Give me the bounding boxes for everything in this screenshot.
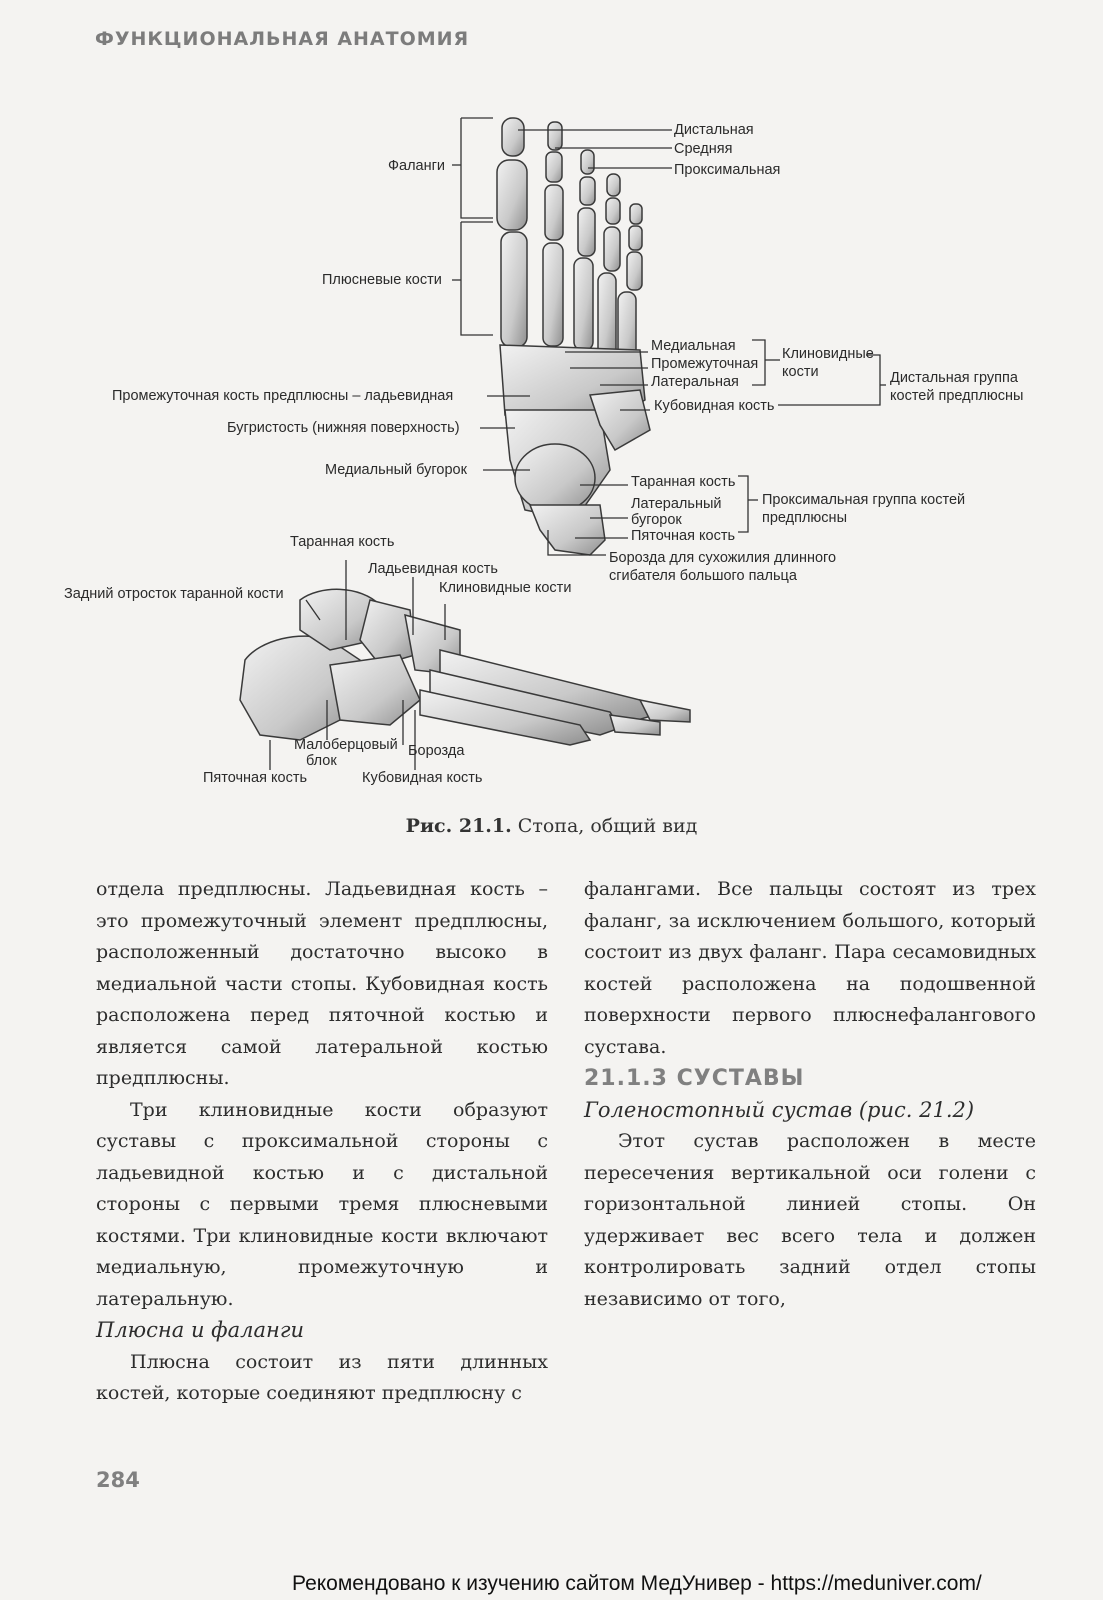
caption-text: Стопа, общий вид [517, 815, 698, 837]
left-paragraph-3: Плюсна состоит из пяти длинных костей, которые соединяют предплюсну с [96, 1350, 548, 1404]
left-paragraph-2: Три клиновидные кости образуют суставы с проксимальной стороны с ладьевидной костью и с дистальной стороны с первыми тремя плюсневыми костями. Три клиновидные кости включают медиальную, промежуточную и латеральную. [96, 1098, 548, 1310]
right-column [584, 874, 1036, 1315]
label-borozda-flexor-1: Борозда для сухожилия длинного [609, 550, 837, 566]
label-prox-group-1: Проксимальная группа костей [762, 492, 966, 508]
left-subheading: Плюсна и фаланги [96, 1318, 304, 1342]
label-promezhutochnaya: Промежуточная [651, 356, 759, 372]
left-column [96, 874, 548, 1410]
label-bugristost: Бугристость (нижняя поверхность) [227, 420, 460, 436]
label-ladevidnaya-side: Ладьевидная кость [368, 561, 498, 577]
label-kubovidnaya-side: Кубовидная кость [362, 770, 483, 786]
label-dist-group-1: Дистальная группа [890, 370, 1018, 386]
label-distalnaya: Дистальная [674, 122, 754, 138]
right-paragraph-2: Этот сустав расположен в месте пересечения вертикальной оси голени с горизонтальной линией стопы. Он удерживает вес всего тела и должен контролировать задний отдел стопы независимо от того, [584, 1130, 1036, 1310]
label-tarannaya-top: Таранная кость [631, 474, 736, 490]
label-medialnaya: Медиальная [651, 338, 736, 354]
caption-number: Рис. 21.1. [405, 815, 512, 837]
label-klinovidnye-1: Клиновидные [782, 346, 874, 362]
label-prox-group-2: предплюсны [762, 510, 847, 526]
label-pyatochnaya-top: Пяточная кость [631, 528, 736, 544]
label-klinovidnye-side: Клиновидные кости [439, 580, 572, 596]
label-borozda-flexor-2: сгибателя большого пальца [609, 568, 797, 584]
label-maloberc-2: блок [306, 753, 337, 769]
label-dist-group-2: костей предплюсны [890, 388, 1024, 404]
label-klinovidnye-2: кости [782, 364, 819, 380]
figure-caption [0, 815, 1103, 837]
label-zadny-otrostok: Задний отросток таранной кости [64, 586, 284, 602]
label-falangi: Фаланги [388, 158, 446, 174]
right-paragraph-1: фалангами. Все пальцы состоят из трех фаланг, за исключением большого, который состоит из двух фаланг. Пара сесамовидных костей расположена на подошвенной поверхности первого плюснефалангового сустава. [584, 878, 1036, 1058]
label-proksimalnaya: Проксимальная [674, 162, 781, 178]
section-heading: 21.1.3 СУСТАВЫ [584, 1066, 805, 1091]
label-maloberc-1: Малоберцовый [294, 737, 398, 753]
footer-link[interactable]: Рекомендовано к изучению сайтом МедУнивер - https://meduniver.com/ [292, 1572, 982, 1595]
label-lat-bugorok-2: бугорок [631, 512, 682, 528]
label-tarannaya-side: Таранная кость [290, 534, 395, 550]
running-title: ФУНКЦИОНАЛЬНАЯ АНАТОМИЯ [95, 28, 470, 50]
right-subheading: Голеностопный сустав (рис. 21.2) [584, 1097, 975, 1122]
label-borozda-side: Борозда [408, 743, 465, 759]
page-number: 284 [96, 1468, 140, 1492]
label-lateralnaya: Латеральная [651, 374, 739, 390]
label-medialny-bugorok: Медиальный бугорок [325, 462, 467, 478]
label-pyatochnaya-side: Пяточная кость [203, 770, 308, 786]
label-srednyaya: Средняя [674, 141, 733, 157]
label-plusnevye: Плюсневые кости [322, 272, 442, 288]
label-ladevidnaya-top: Промежуточная кость предплюсны – ладьевидная [112, 388, 454, 404]
label-kubovidnaya-top: Кубовидная кость [654, 398, 775, 414]
left-paragraph-1: отдела предплюсны. Ладьевидная кость – это промежуточный элемент предплюсны, расположенный достаточно высоко в медиальной части стопы. Кубовидная кость расположена перед пяточной костью и является самой латеральной костью предплюсны. [96, 878, 548, 1089]
label-lat-bugorok-1: Латеральный [631, 496, 722, 512]
